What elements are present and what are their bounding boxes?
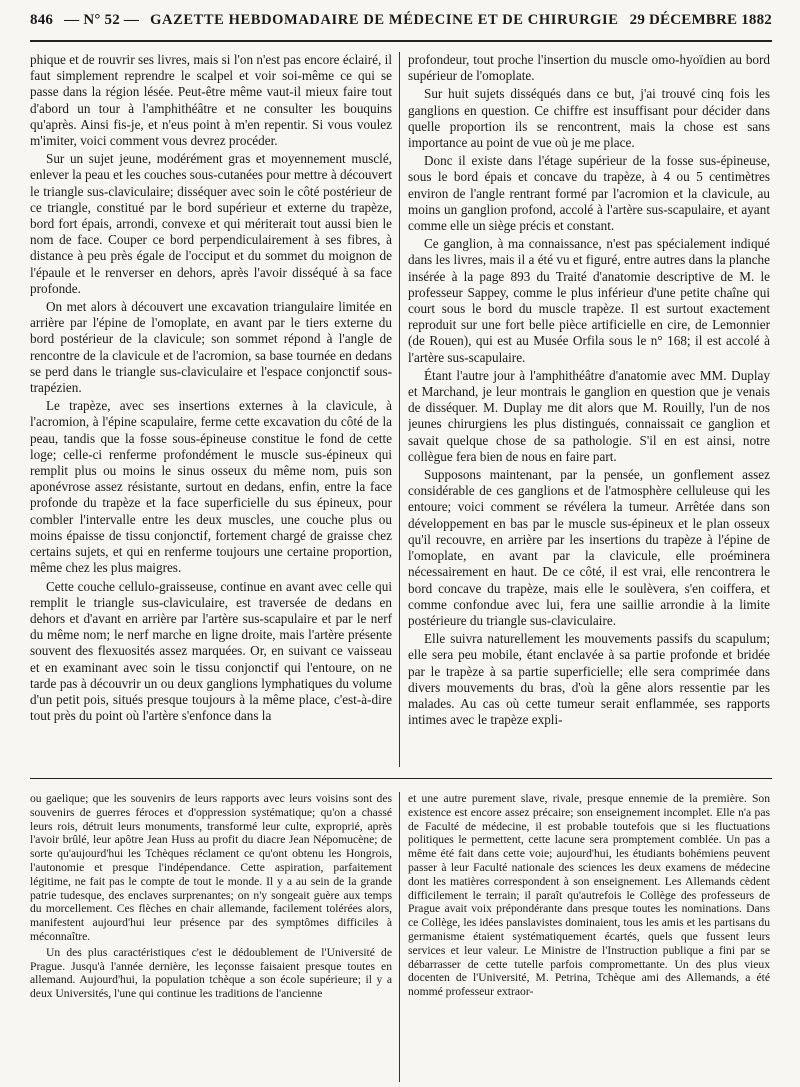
paragraph: phique et de rouvrir ses livres, mais si l'on n'est pas encore éclairé, il faut simplement reprendre le scalpel et voir soi-même ce qui se passe dans la région lésée. Peut-être même vaut-il mieux faire tout d'abord un tour à l'amphithéâtre et ne consulter les bouquins qu'après. Ainsi fis-je, et n'eus point à m'en repentir. Si vous voulez m'imiter, voici comment vous devrez procéder. xyxy=(30,52,392,149)
paragraph: Elle suivra naturellement les mouvements passifs du scapulum; elle sera peu mobile, étant enclavée à sa partie profonde et bridée par le trapèze à sa partie superficielle; elle sera comprimée dans divers mouvements du bras, d'où la gêne alors ressentie par les malades. Au cas où cette tumeur serait enflammée, ses rapports intimes avec le trapèze expli- xyxy=(408,631,770,728)
paragraph: Cette couche cellulo-graisseuse, continue en avant avec celle qui remplit le triangle sus-claviculaire, est traversée de dedans en dehors et d'avant en arrière par l'artère sus-scapulaire et par le nerf du même nom; le nerf marche en ligne droite, mais l'artère présente souvent des flexuosités assez marquées. Or, en suivant ce vaisseau et en examinant avec soin le tissu conjonctif qui l'entoure, on ne tarde pas à découvrir un ou deux ganglions lymphatiques du volume d'un petit pois, situés presque toujours à la même place, c'est-à-dire tout près du point où l'artère s'enfonce dans la xyxy=(30,578,392,724)
article-column-right xyxy=(408,52,770,767)
paragraph: profondeur, tout proche l'insertion du muscle omo-hyoïdien au bord supérieur de l'omoplate. xyxy=(408,52,770,84)
paragraph: Le trapèze, avec ses insertions externes à la clavicule, à l'acromion, à l'épine scapulaire, ferme cette excavation du côté de la peau, tandis que la fosse sous-épineuse constitue le fond de cette loge; celle-ci renferme profondément le muscle sus-épineux qui remplit plus ou moins le sinus osseux du même nom, puis son aponévrose assez résistante, surtout en dedans, enfin, entre la face profonde du trapèze et la face superficielle du sus épineux, pour combler l'intervalle entre les deux muscles, une couche plus ou moins épaisse de tissu conjonctif, fortement chargé de graisse chez certains sujets, et qui en renferme toujours une certaine proportion, même chez les plus maigres. xyxy=(30,398,392,576)
paragraph: et une autre purement slave, rivale, presque ennemie de la première. Son existence est encore assez précaire; son enseignement incomplet. Elle n'a pas de Faculté de médecine, il est probable toutefois que si les fluctuations politiques le permettent, cette lacune sera promptement comblée. Un pas a même été fait dans cette voie; aujourd'hui, les étudiants bohémiens peuvent passer à leur Faculté nationale des sciences les deux examens de médecine dont les matières correspondent à son enseignement. Les Allemands cèdent difficilement le terrain; il paraît qu'autrefois le Collège des professeurs de Prague avait voix prépondérante dans presque toutes les nominations. Dans ce Collège, les idées panslavistes dominaient, tous les amis et les partisans du germanisme étaient systématiquement écartés, quels que fussent leurs services et leur valeur. Le Ministre de l'Instruction publique a fini par se débarrasser de cette tutelle parfois compromettante. Un des plus vieux docenten de l'Université, M. Petrina, Tchèque ami des Allemands, a été nommé professeur extraor- xyxy=(408,792,770,999)
paragraph: Sur huit sujets disséqués dans ce but, j'ai trouvé cinq fois les ganglions en question. Ce chiffre est insuffisant pour décider dans quelle proportion ils se rencontrent, mais la chose est sans importance au point de vue où je me place. xyxy=(408,86,770,151)
header-rule xyxy=(30,40,772,42)
paragraph: Un des plus caractéristiques c'est le dédoublement de l'Université de Prague. Jusqu'à l'année dernière, les leçonsse faisaient presque toutes en allemand. Aujourd'hui, la population tchèque a son école supérieure; il y a deux Universités, l'une qui continue les traditions de l'ancienne xyxy=(30,945,392,1001)
feuilleton-column-left xyxy=(30,792,392,1082)
feuilleton-section xyxy=(30,792,772,1082)
paragraph: On met alors à découvert une excavation triangulaire limitée en arrière par l'épine de l'omoplate, en avant par le tiers externe du bord postérieur de la clavicule; son sommet répond à l'angle de rencontre de la clavicule et de l'acromion, sa base tournée en dedans se perd dans le triangle sus-claviculaire et l'espace conjonctif sous-trapézien. xyxy=(30,299,392,396)
feuilleton-rule xyxy=(30,778,772,779)
paragraph: Ce ganglion, à ma connaissance, n'est pas spécialement indiqué dans les livres, mais il a été vu et figuré, entre autres dans la planche insérée à la page 893 du Traité d'anatomie descriptive de M. le professeur Sappey, comme le plus inférieur d'une petite chaîne qui court sous le bord du muscle trapèze. Il est surtout exactement reproduit sur une fort belle pièce artificielle en cire, de Lemonnier (de Rouen), qui est au Musée Orfila sous le n° 168; il est accolé à l'artère sus-scapulaire. xyxy=(408,236,770,365)
paragraph: Supposons maintenant, par la pensée, un gonflement assez considérable de ces ganglions et de l'atmosphère celluleuse qui les entoure; voici comment se révélera la tumeur. Arrêtée dans son développement en bas par le muscle sus-épineux et le plan osseux qu'il recouvre, en arrière par les insertions du trapèze à l'épine de l'omoplate, en avant par la clavicule, elle proéminera nécessairement en haut. De ce côté, il est vrai, elle rencontrera le bord concave du trapèze, mais elle le soulèvera, s'en coiffera, et comme confondue avec lui, fera une saillie arrondie à la limite postérieure du triangle sus-claviculaire. xyxy=(408,467,770,628)
issue-number: — N° 52 — xyxy=(64,12,140,28)
article-column-left xyxy=(30,52,392,767)
journal-title: GAZETTE HEBDOMADAIRE DE MÉDECINE ET DE CHIRURGIE xyxy=(150,12,619,28)
feuilleton-column-right xyxy=(408,792,770,1082)
issue-date: 29 DÉCEMBRE 1882 xyxy=(629,12,772,28)
article-section xyxy=(30,52,772,767)
paragraph: ou gaelique; que les souvenirs de leurs rapports avec leurs voisins sont des souvenirs de guerres féroces et d'oppression systématique; qu'on a chassé leurs rois, détruit leurs monuments, transformé leur culte, exproprié, après l'avoir brûlé, leur apôtre Jean Huss au profit du diacre Jean Népomucène; de sorte qu'aujourd'hui les Tchèques réclament ce qu'ont obtenu les Hongrois, l'autonomie et presque l'indépendance. Cette aspiration, parfaitement légitime, ne fait pas le compte de tout le monde. Il y a au sein de la grande patrie tudesque, des enclaves surprenantes; on n'y songeait guère aux temps du morcellement. Ces flèches en chair allemande, facilement tolérées alors, manifestent aujourd'hui leur présence par des symptômes difficiles à méconnaître. xyxy=(30,792,392,943)
column-divider xyxy=(399,792,400,1082)
paragraph: Étant l'autre jour à l'amphithéâtre d'anatomie avec MM. Duplay et Marchand, je leur montrais le ganglion en question que je venais de disséquer. M. Duplay me dit alors que M. Rouilly, l'un de nos jeunes chirurgiens les plus distingués, connaissait ce ganglion et savait quelque chose de sa pathologie. S'il en est ainsi, notre collègue fera bien de nous en faire part. xyxy=(408,367,770,464)
paragraph: Sur un sujet jeune, modérément gras et moyennement musclé, enlever la peau et les couches sous-cutanées pour mettre à découvert le triangle sus-claviculaire; disséquer avec soin le côté postérieur de ce triangle, constitué par le bord supérieur et externe du trapèze, bord fort épais, arrondi, convexe et qui mériterait tout aussi bien le nom de face. Couper ce bord perpendiculairement à ses fibres, à distance à peu près égale de l'occiput et du sommet du moignon de l'épaule et le renverser en dehors, après l'avoir disséqué à sa face profonde. xyxy=(30,151,392,296)
paragraph: Donc il existe dans l'étage supérieur de la fosse sus-épineuse, sous le bord épais et concave du trapèze, à 4 ou 5 centimètres environ de l'angle rentrant formé par l'acromion et la clavicule, au moins un ganglion profond, accolé à l'artère sus-scapulaire, et ayant comme elle un siège précis et constant. xyxy=(408,153,770,234)
running-header xyxy=(30,12,772,38)
page-number: 846 xyxy=(30,12,54,28)
column-divider xyxy=(399,52,400,767)
